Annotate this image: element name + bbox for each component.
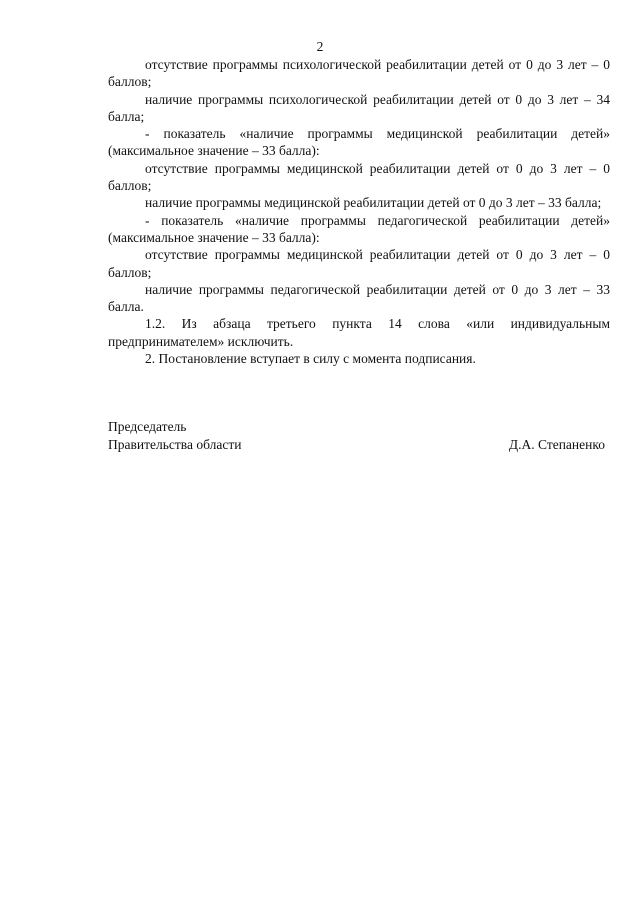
paragraph-medical-absence: отсутствие программы медицинской реабилитации детей от 0 до 3 лет – 0 баллов; bbox=[108, 160, 610, 194]
signatory-name: Д.А. Степаненко bbox=[508, 437, 605, 452]
paragraph-psych-absence: отсутствие программы психологической реабилитации детей от 0 до 3 лет – 0 баллов; bbox=[108, 57, 610, 90]
paragraph-pedagogical-indicator: - показатель «наличие программы педагогической реабилитации детей» (максимальное значение – 33 балла): bbox=[108, 212, 610, 245]
paragraph-pedagogical-absence: отсутствие программы медицинской реабилитации детей от 0 до 3 лет – 0 баллов; bbox=[108, 247, 610, 280]
paragraph-psych-presence: наличие программы психологической реабилитации детей от 0 до 3 лет – 34 балла; bbox=[108, 91, 610, 124]
paragraph-medical-presence: наличие программы медицинской реабилитации детей от 0 до 3 лет – 33 балла; bbox=[145, 195, 602, 211]
page-number: 2 bbox=[316, 39, 324, 54]
signatory-title-line2: Правительства области bbox=[108, 437, 242, 452]
paragraph-clause-1-2: 1.2. Из абзаца третьего пункта 14 слова «или индивидуальным предпринимателем» исключить. bbox=[108, 316, 610, 349]
signature-line bbox=[108, 436, 605, 454]
paragraph-medical-indicator: - показатель «наличие программы медицинской реабилитации детей» (максимальное значение – 33 балла): bbox=[108, 126, 610, 159]
signatory-title-line1: Председатель bbox=[108, 419, 187, 434]
document-body bbox=[108, 56, 610, 367]
signature-block bbox=[108, 418, 605, 454]
paragraph-pedagogical-presence: наличие программы педагогической реабилитации детей от 0 до 3 лет – 33 балла. bbox=[108, 281, 610, 315]
paragraph-clause-2: 2. Постановление вступает в силу с момента подписания. bbox=[145, 351, 476, 367]
